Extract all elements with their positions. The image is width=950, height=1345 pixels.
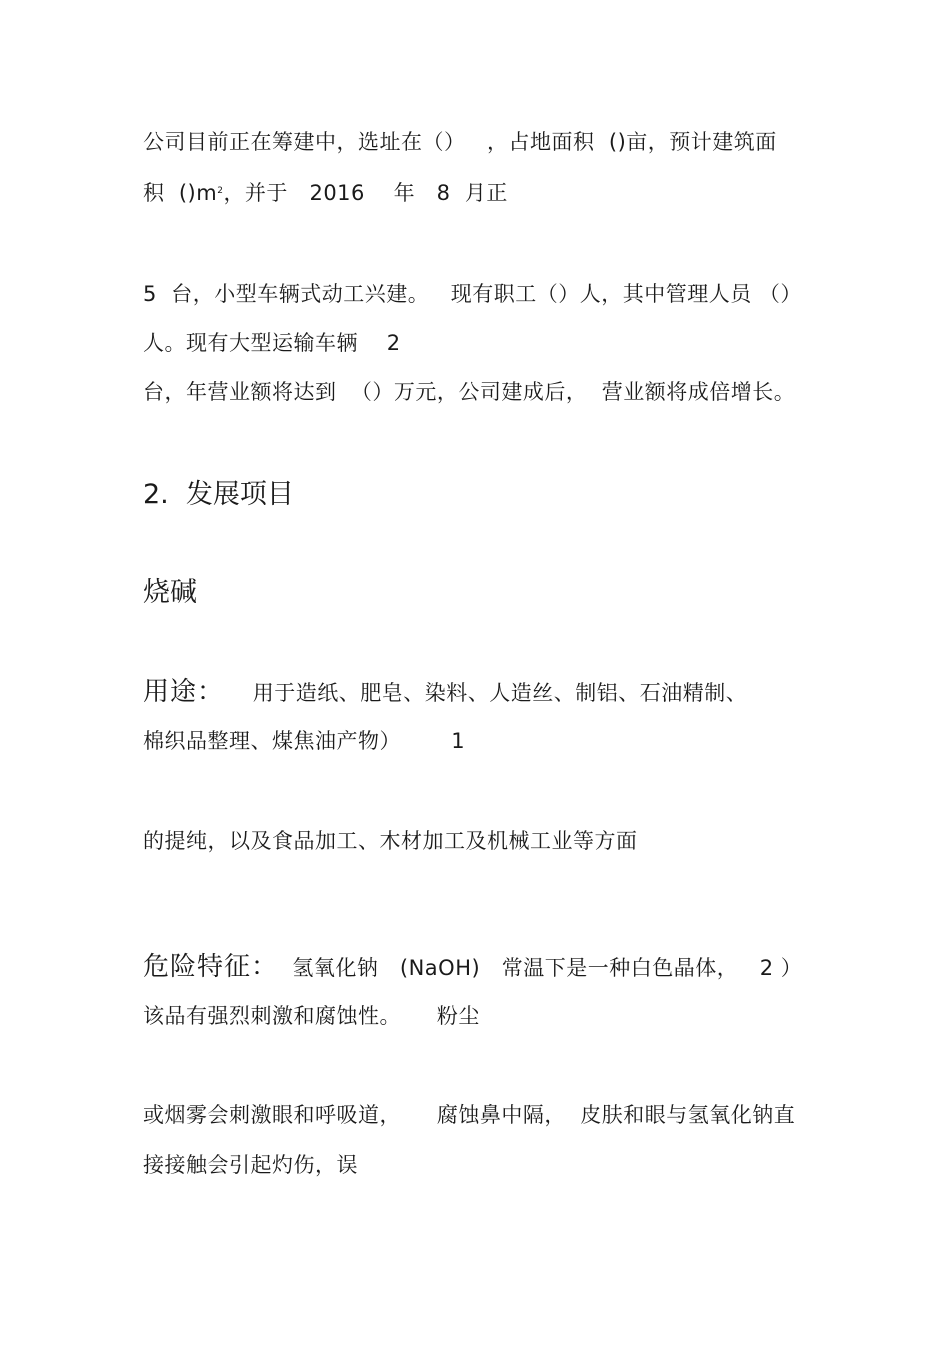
usage-label: 用途：: [143, 677, 225, 707]
usage-line-3: 的提纯，以及食品加工、木材加工及机械工业等方面: [143, 829, 638, 853]
intro-line-1: 公司目前正在筹建中，选址在（） ，占地面积 ()亩，预计建筑面: [143, 130, 777, 154]
item-title: 烧碱: [143, 577, 197, 608]
intro-line-2-end: ，并于 2016 年 8 月正: [223, 181, 508, 205]
square-superscript: 2: [217, 186, 224, 196]
intro-line-5: 台，年营业额将达到 （）万元，公司建成后， 营业额将成倍增长。: [143, 380, 796, 404]
hazard-label: 危险特征：: [143, 952, 279, 982]
hazard-line-4: 接接触会引起灼伤，误: [143, 1153, 358, 1177]
hazard-line-2: 该品有强烈刺激和腐蚀性。 粉尘: [143, 1004, 480, 1028]
hazard-line-1: [143, 953, 802, 982]
hazard-line-3: 或烟雾会刺激眼和呼吸道， 腐蚀鼻中隔， 皮肤和眼与氢氧化钠直: [143, 1103, 796, 1127]
usage-line-1-text: 用于造纸、肥皂、染料、人造丝、制铝、石油精制、: [224, 681, 748, 705]
section-heading: 2. 发展项目: [143, 479, 294, 510]
intro-line-2-start: 积 ()m: [143, 181, 218, 205]
hazard-line-1-text: 氢氧化钠 (NaOH) 常温下是一种白色晶体， 2 ）: [278, 956, 803, 980]
usage-line-1: [143, 678, 747, 707]
intro-line-3: 5 台，小型车辆式动工兴建。 现有职工（）人，其中管理人员 （）: [143, 282, 802, 306]
intro-line-4: 人。现有大型运输车辆 2: [143, 331, 401, 355]
intro-line-2: [143, 179, 508, 207]
usage-line-2: 棉织品整理、煤焦油产物） 1: [143, 729, 466, 753]
